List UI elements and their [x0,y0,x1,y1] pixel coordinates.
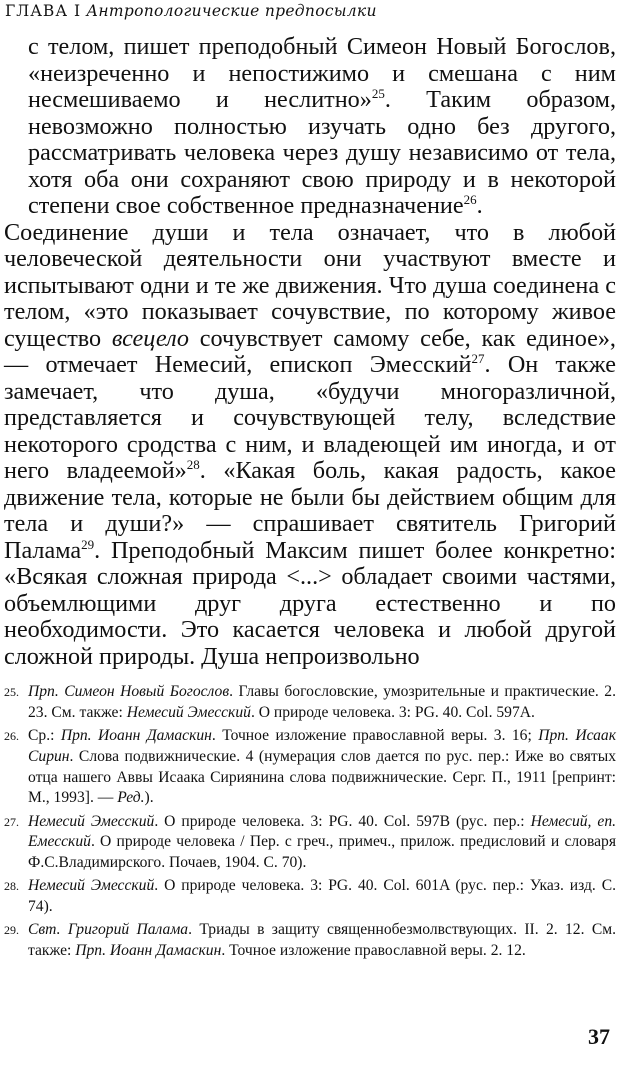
footnote-ref: 29 [81,536,95,552]
footnote-ref: 28 [186,456,200,472]
italic-text: Немесий Эмесский [28,812,155,830]
footnote-ref: 25 [371,85,385,101]
chapter-title: Антропологические предпосылки [86,2,377,20]
text-run: . Точное изложение православной веры. 2. 12. [221,942,526,960]
footnote-number: 29. [4,923,19,938]
footnotes [4,682,616,964]
italic-text: Прп. Симеон Новый Богослов [28,683,230,700]
text-run: сочувствует самому себе, как единое», — отмечает Немесий, епископ Эмесский [4,324,616,378]
text-run: Ср.: [28,726,61,744]
main-text [4,34,616,670]
page-number: 37 [588,1024,610,1049]
text-run: . [476,192,483,219]
text-run: . Триады в защиту священнобезмолвствующих. II. 2. 12. См. также: [28,921,616,960]
text-run: . Точное изложение православной веры. 3. 16; [211,726,539,744]
text-run: ). [144,789,154,807]
text-run: . Таким образом, невозможно полностью изучать одно без другого, рассматривать человека через душу независимо от тела, хотя оба они сохраняют свою природу и в некоторой степени свое собственное предназначение [28,86,616,219]
footnote [4,682,616,724]
italic-text: всецело [111,324,190,352]
paragraph-2 [4,220,616,671]
running-header [5,2,377,20]
footnote-number: 27. [4,814,19,829]
text-run: с телом, пишет преподобный Симеон Новый Богослов, «неизреченно и непостижимо и смешана с ним несмешиваемо и неслитно» [28,33,616,113]
footnote-number: 28. [4,879,19,894]
text-run: . Главы богословские, умозрительные и практические. 2. 23. См. также: [28,683,616,721]
text-run: . О природе человека. 3: PG. 40. Col. 597B (рус. пер.: [154,812,531,830]
footnote-ref: 26 [463,191,477,207]
paragraph-1 [4,34,616,220]
footnote-number: 25. [4,685,19,699]
text-run: . О природе человека. 3: PG. 40. Col. 601A (рус. пер.: Указ. изд. С. 74). [28,877,616,916]
italic-text: Прп. Исаак Сирин [28,726,617,765]
footnote-ref: 27 [471,350,485,366]
italic-text: Прп. Иоанн Дамаскин [75,942,222,960]
italic-text: Ред. [117,789,145,807]
footnote [4,726,616,809]
chapter-label: ГЛАВА I [5,2,82,20]
text-run: . Слова подвижнические. 4 (нумерация слов дается по рус. пер.: Иже во святых отца нашего Аввы Исаака Сириянина слова подвижнические. Серг. П., 1911 [репринт: М., 1993]. — [28,747,616,807]
text-run: . Он также замечает, что душа, «будучи многоразличной, представляется и сочувствующей телу, вследствие некоторого сродства с ним, и владеющей им иногда, и от него владеемой» [4,351,616,484]
text-run: . «Какая боль, какая радость, какое движение тела, которые не были бы действием общим для тела и души?» — спрашивает святитель Григорий Палама [4,457,617,564]
italic-text: Немесий Эмесский [126,703,251,721]
footnote [4,876,616,918]
italic-text: Немесий, еп. Емесский [28,812,617,851]
italic-text: Свт. Григорий Палама [28,921,189,939]
footnote [4,920,616,962]
text-run: . О природе человека / Пер. с греч., примеч., прилож. предисловий и словаря Ф.С.Владимирского. Почаев, 1904. С. 70). [28,833,616,872]
footnote [4,812,616,874]
text-run: . Преподобный Максим пишет более конкретно: «Всякая сложная природа <...> обладает своими частями, объемлющими друг друга естественно и по необходимости. Это касается человека и любой другой сложной природы. Душа непроизвольно [4,536,616,670]
text-run: . О природе человека. 3: PG. 40. Col. 597A. [250,703,535,721]
italic-text: Прп. Иоанн Дамаскин [60,726,212,744]
footnote-number: 26. [4,728,19,743]
text-run: Соединение души и тела означает, что в любой человеческой деятельности они участвуют вместе и испытывают одни и те же движения. Что душа соединена с телом, «это показывает сочувствие, по которому живое существо [4,218,616,352]
italic-text: Немесий Эмесский [28,877,155,895]
